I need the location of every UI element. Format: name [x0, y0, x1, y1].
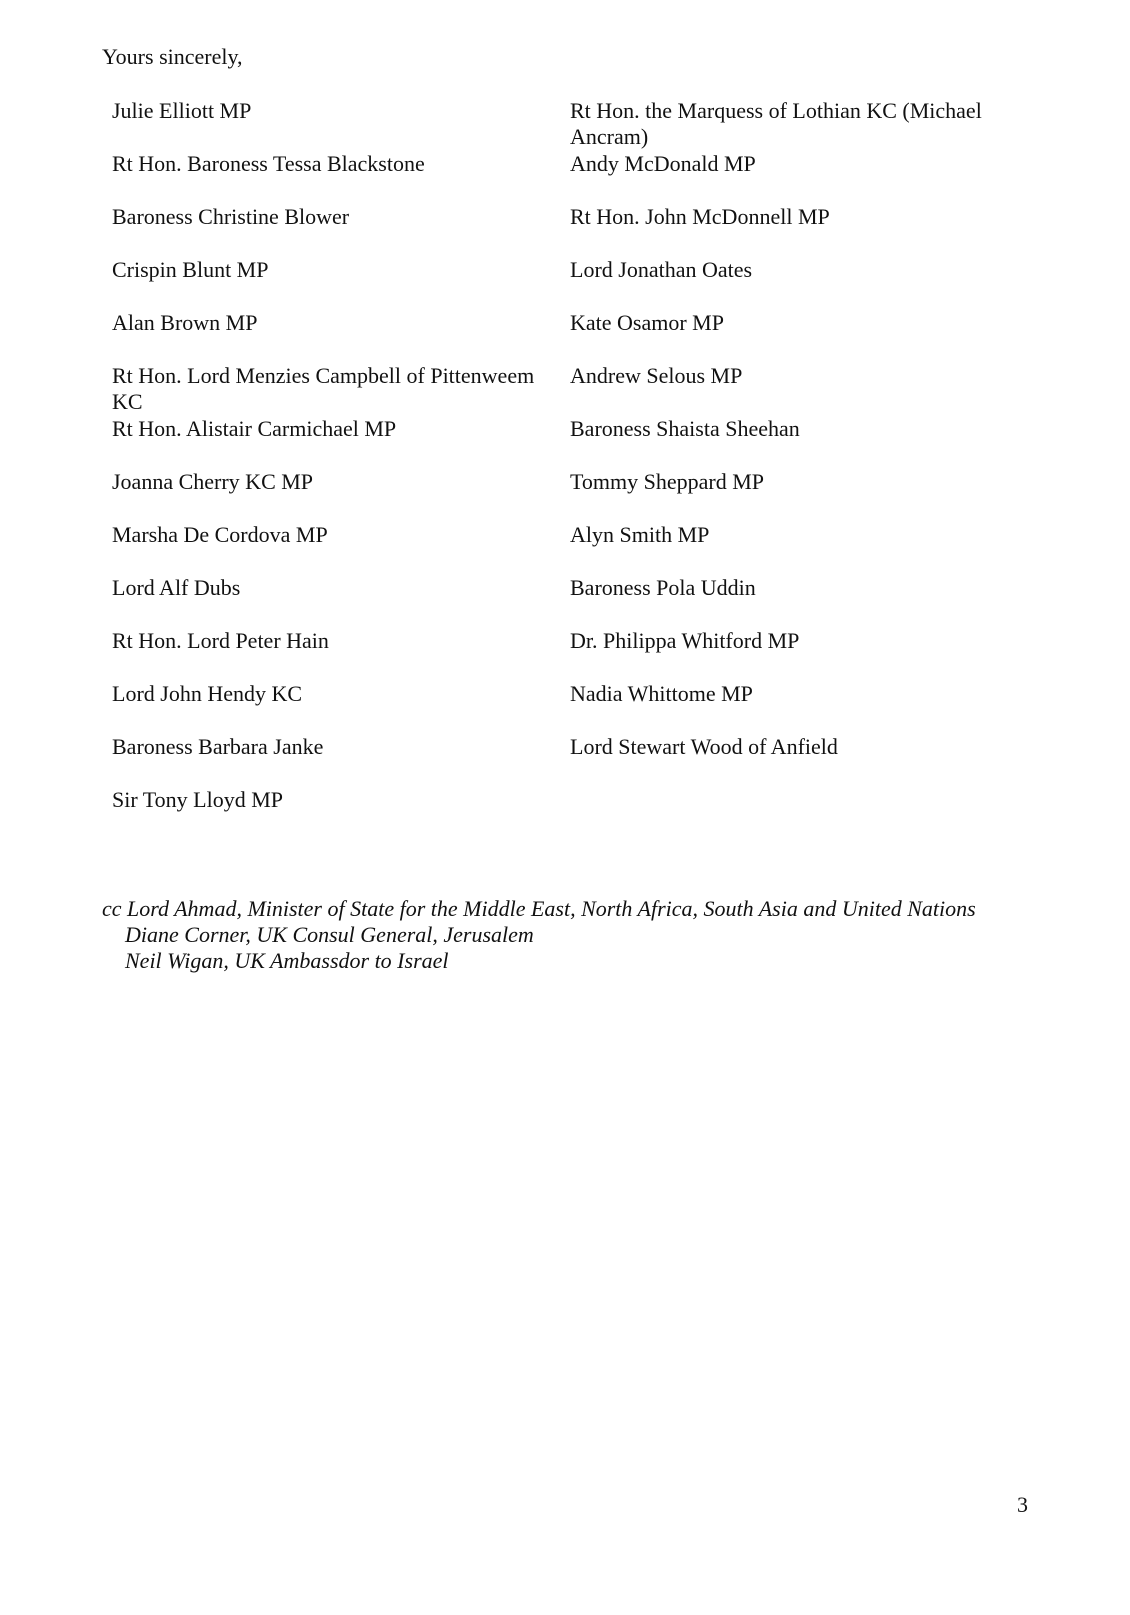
cc-line: Diane Corner, UK Consul General, Jerusalem [125, 922, 534, 947]
page-number: 3 [1017, 1492, 1028, 1517]
signatory-left: Lord John Hendy KC [112, 681, 303, 706]
signatory-right: Lord Stewart Wood of Anfield [570, 734, 838, 759]
signatory-right: Baroness Pola Uddin [570, 575, 756, 600]
signatory-left: Baroness Christine Blower [112, 204, 350, 229]
signatory-right: Kate Osamor MP [570, 310, 724, 335]
signatory-right: Lord Jonathan Oates [570, 257, 753, 282]
signatory-right: Rt Hon. John McDonnell MP [570, 204, 830, 229]
signatory-left: Joanna Cherry KC MP [112, 469, 314, 494]
signatory-left: Marsha De Cordova MP [112, 522, 328, 547]
signatory-right: Nadia Whittome MP [570, 681, 753, 706]
signatory-left: Rt Hon. Lord Peter Hain [112, 628, 329, 653]
signatory-right: Baroness Shaista Sheehan [570, 416, 800, 441]
signatory-left: Julie Elliott MP [112, 98, 252, 123]
signatory-right: Andy McDonald MP [570, 151, 756, 176]
signatory-left: Alan Brown MP [112, 310, 258, 335]
cc-line: Neil Wigan, UK Ambassdor to Israel [125, 948, 449, 973]
signatory-left: Crispin Blunt MP [112, 257, 269, 282]
signatories-list [112, 98, 1032, 840]
signatory-left: Lord Alf Dubs [112, 575, 241, 600]
signatory-left: Baroness Barbara Janke [112, 734, 324, 759]
signatory-right: Dr. Philippa Whitford MP [570, 628, 800, 653]
signatory-left: Rt Hon. Alistair Carmichael MP [112, 416, 397, 441]
cc-line: cc Lord Ahmad, Minister of State for the Middle East, North Africa, South Asia and United Nations [102, 896, 976, 921]
signatory-right: Rt Hon. the Marquess of Lothian KC (Michael Ancram) [570, 98, 982, 149]
signatory-left: Rt Hon. Baroness Tessa Blackstone [112, 151, 425, 176]
cc-list [102, 896, 1062, 974]
signatory-right: Andrew Selous MP [570, 363, 743, 388]
signatory-right: Alyn Smith MP [570, 522, 710, 547]
closing-salutation: Yours sincerely, [102, 44, 243, 69]
signatory-left: Sir Tony Lloyd MP [112, 787, 284, 812]
signatory-left: Rt Hon. Lord Menzies Campbell of Pittenweem KC [112, 363, 535, 414]
signatory-right: Tommy Sheppard MP [570, 469, 765, 494]
